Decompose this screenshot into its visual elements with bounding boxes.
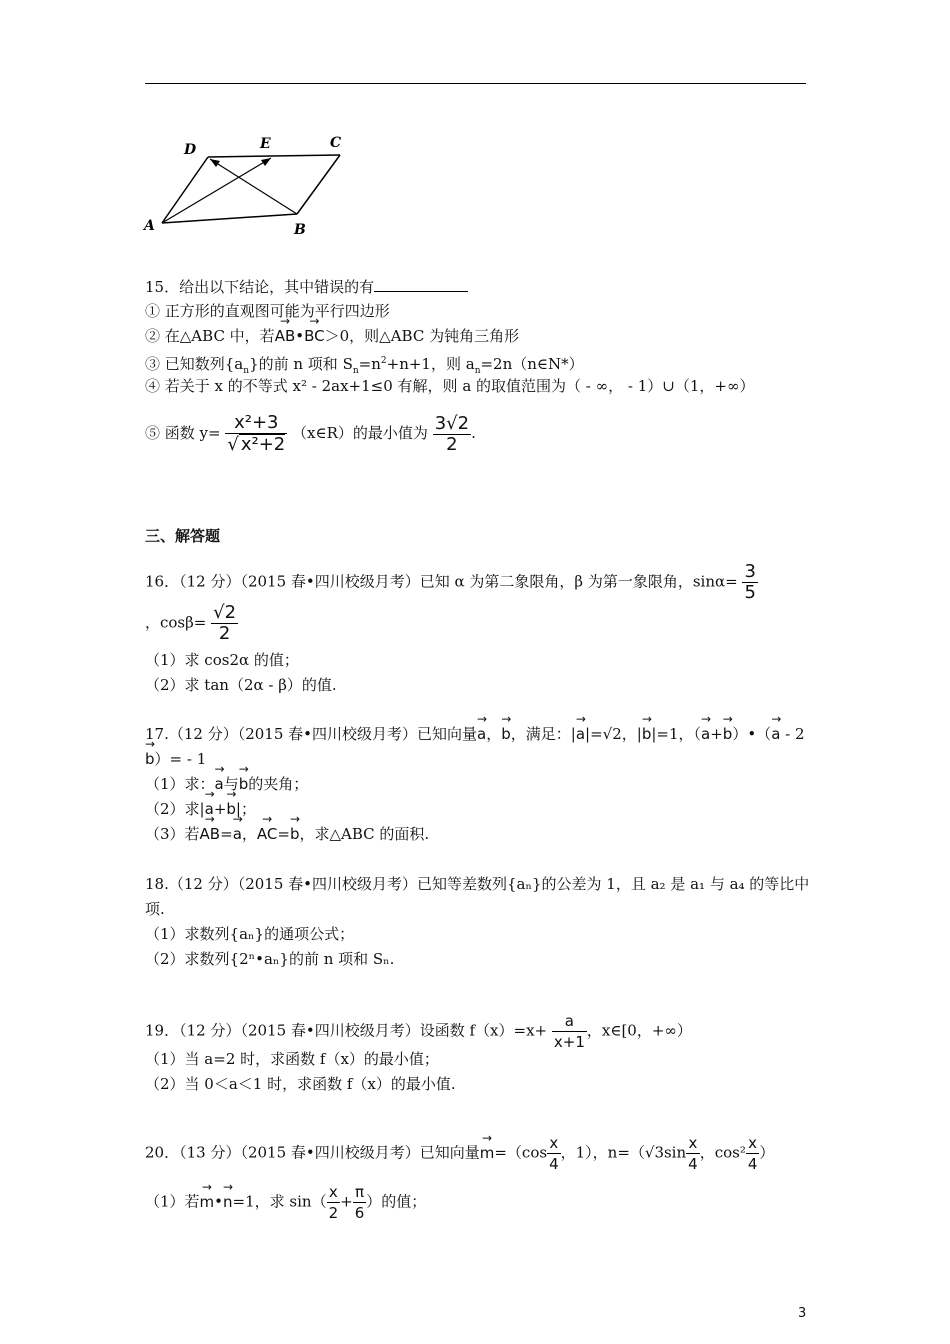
q15-item2: ② 在△ABC 中，若→ AB•→ BC＞0，则△ABC 为钝角三角形: [145, 326, 519, 346]
x-over-4: $\frac{x}{4}$: [549, 1134, 559, 1173]
parallelogram-figure: [140, 130, 370, 245]
sin-fraction: $\frac{3}{5}$: [744, 561, 756, 603]
q19-fraction: $\frac{a}{x+1}$: [553, 1012, 585, 1051]
q16-stem: 16．（12 分）（2015 春•四川校级月考）已知 α 为第二象限角，β 为第一象限角，sinα= $\frac{3}{5}$: [145, 561, 756, 603]
q19-part2: （2）当 0＜a＜1 时，求函数 f（x）的最小值.: [145, 1075, 456, 1093]
function-fraction: $\frac{\text{x²+3}}{\text{√ x²+2}}$: [227, 412, 286, 455]
header-rule: [145, 83, 806, 84]
q15-item4: ④ 若关于 x 的不等式 x² - 2ax+1≤0 有解，则 a 的取值范围为（ - ∞， - 1）∪（1，+∞）: [145, 377, 755, 395]
label-d: D: [184, 142, 197, 158]
label-e: E: [260, 136, 271, 152]
x-over-4: $\frac{x}{4}$: [747, 1134, 758, 1173]
x-over-4: $\frac{x}{4}$: [688, 1134, 698, 1173]
q15-item5: ⑤ 函数 y= $\frac{\text{x²+3}}{\text{√ x²+2}}$ （x∈R）的最小值为 $\frac{3√2}{2}$ .: [145, 412, 476, 455]
q18-line1: 18.（12 分）（2015 春•四川校级月考）已知等差数列{aₙ}的公差为 1，且 a₂ 是 a₁ 与 a₄ 的等比中: [145, 875, 810, 893]
q15-stem: 15．给出以下结论，其中错误的有: [145, 277, 468, 297]
answer-blank[interactable]: [374, 277, 468, 292]
q18-part2: （2）求数列{2ⁿ•aₙ}的前 n 项和 Sₙ.: [145, 950, 395, 968]
q20-stem: 20．（13 分）（2015 春•四川校级月考）已知向量→ m=（cos $\frac{x}{4}$ ，1），n=（√3sin $\frac{x}{4}$ ，cos² $\frac{x}{4}$ ）: [145, 1133, 774, 1174]
label-b: B: [294, 222, 306, 238]
q17-stem: 17.（12 分）（2015 春•四川校级月考）已知向量→ a，→ b，满足：|→ a|=√2，|→ b|=1，（→ a+→ b）•（→ a - 2: [145, 724, 805, 744]
label-c: C: [330, 135, 342, 151]
q18-line2: 项.: [145, 900, 165, 918]
q15-item3: ③ 已知数列$\{a_n\}$的前 n 项和 $S_n=n^2+n+1$，则 $a_n=2n(n\in N*)$: [145, 355, 584, 376]
x-over-2: $\frac{x}{2}$: [328, 1183, 339, 1222]
q15-item1: ① 正方形的直观图可能为平行四边形: [145, 302, 390, 320]
q18-part1: （1）求数列{aₙ}的通项公式；: [145, 925, 355, 943]
q20-part1: （1）若→ m•→ n=1，求 sin（ $\frac{x}{2}$ + $\frac{\pi}{6}$ ）的值；: [145, 1182, 426, 1223]
min-value-fraction: $\frac{3√2}{2}$: [434, 412, 470, 455]
q17-part2: （2）求|→ a+→ b|；: [145, 799, 256, 819]
q16-part1: （1）求 cos2α 的值；: [145, 651, 299, 669]
page-number: 3: [798, 1306, 807, 1321]
q16-cos: ，cosβ= $\frac{√2}{2}$: [145, 602, 237, 644]
label-a: A: [144, 218, 155, 234]
cos-fraction: $\frac{√2}{2}$: [213, 602, 237, 644]
pi-over-6: $\frac{\pi}{6}$: [354, 1183, 365, 1222]
q19-stem: 19．（12 分）（2015 春•四川校级月考）设函数 f（x）=x+ $\frac{a}{x+1}$ ，x∈[0，+∞）: [145, 1012, 692, 1051]
q17-line2: → b）= - 1: [145, 749, 206, 769]
q19-part1: （1）当 a=2 时，求函数 f（x）的最小值；: [145, 1050, 439, 1068]
q16-part2: （2）求 tan（2α - β）的值.: [145, 676, 337, 694]
q17-part1: （1）求：→ a与→ b的夹角；: [145, 774, 308, 794]
section-title: 三、解答题: [145, 527, 221, 545]
q17-part3: （3）若→ AB=→ a，→ AC=→ b，求△ABC 的面积.: [145, 824, 429, 844]
